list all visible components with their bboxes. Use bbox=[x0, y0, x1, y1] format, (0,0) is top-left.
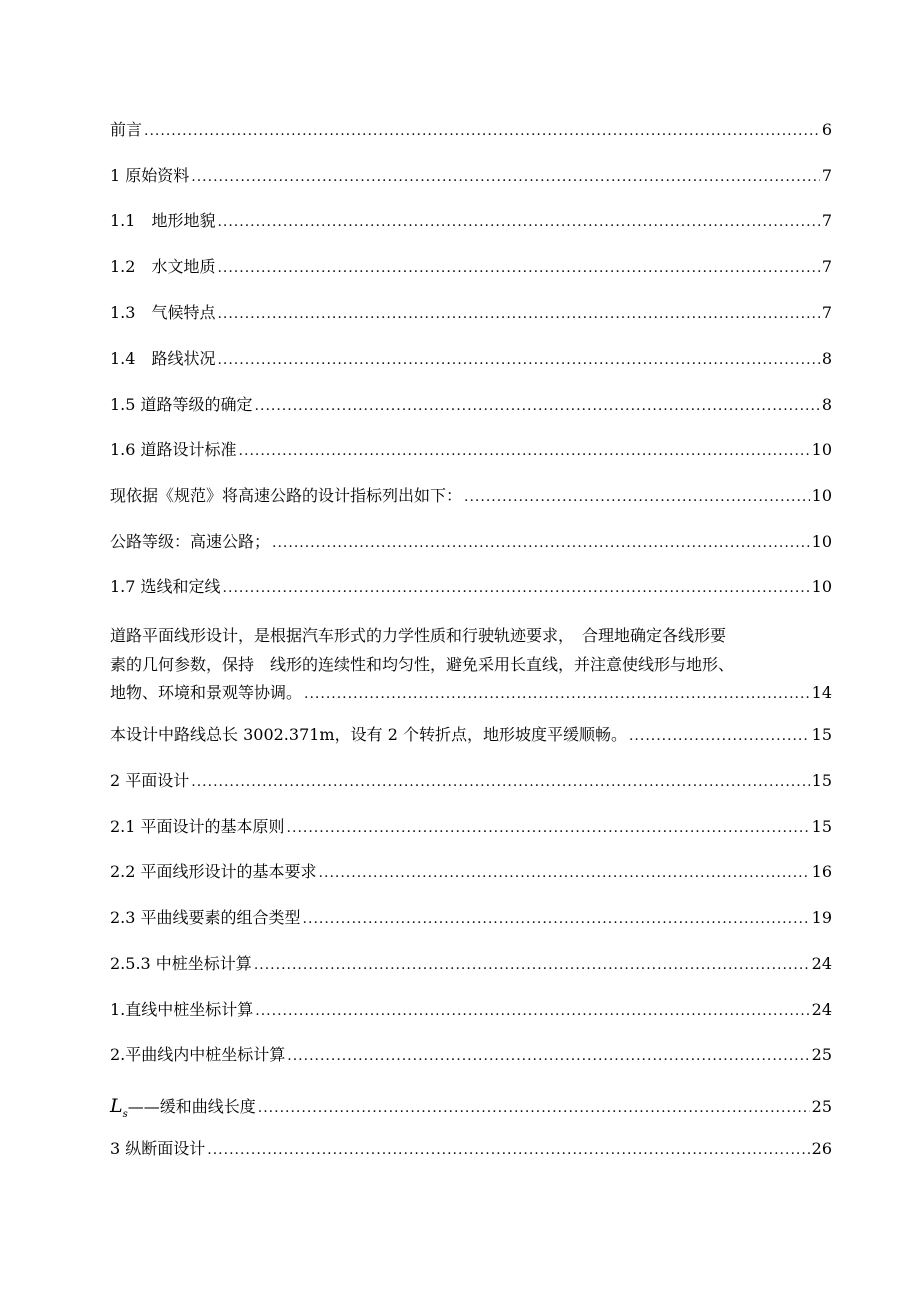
toc-entry-page: 7 bbox=[821, 166, 832, 185]
toc-entry-preface[interactable] bbox=[110, 116, 832, 162]
toc-entry-label: 前言 bbox=[110, 120, 143, 139]
toc-leader-dots bbox=[304, 680, 810, 708]
toc-para-line-2: 素的几何参数，保持 线形的连续性和均匀性，避免采用长直线，并注意使线形与地形、 bbox=[110, 655, 735, 674]
toc-leader-dots bbox=[239, 438, 810, 465]
toc-entry-1-5[interactable] bbox=[110, 391, 832, 436]
toc-leader-dots bbox=[258, 1095, 810, 1122]
toc-entry-2-3[interactable] bbox=[110, 904, 832, 950]
toc-entry-page: 25 bbox=[811, 1045, 832, 1064]
toc-entry-label: 1.2 水文地质 bbox=[110, 257, 216, 276]
toc-entry-label: $L_s——$缓和曲线长度 bbox=[110, 1095, 256, 1120]
toc-entry-page: 7 bbox=[821, 257, 832, 276]
toc-entry-1-3[interactable] bbox=[110, 299, 832, 345]
toc-leader-dots bbox=[287, 815, 810, 842]
toc-leader-dots bbox=[223, 575, 810, 602]
toc-entry-label: 2.5.3 中桩坐标计算 bbox=[110, 954, 252, 973]
toc-leader-dots bbox=[191, 769, 809, 796]
toc-entry-route-length[interactable] bbox=[110, 721, 832, 767]
toc-entry-page: 7 bbox=[821, 211, 832, 230]
toc-leader-dots bbox=[207, 1137, 809, 1164]
toc-entry-page: 6 bbox=[821, 120, 832, 139]
toc-entry-1[interactable] bbox=[110, 162, 832, 207]
toc-leader-dots bbox=[191, 164, 820, 191]
toc-entry-1-2[interactable] bbox=[110, 253, 832, 299]
toc-para-last-line bbox=[110, 679, 832, 708]
toc-entry-page: 15 bbox=[811, 817, 832, 836]
toc-leader-dots bbox=[217, 209, 819, 236]
toc-leader-dots bbox=[255, 998, 809, 1025]
toc-entry-road-grade[interactable] bbox=[110, 528, 832, 573]
toc-leader-dots bbox=[217, 255, 819, 282]
table-of-contents bbox=[110, 116, 832, 1181]
toc-leader-dots bbox=[319, 860, 810, 887]
toc-entry-1-1[interactable] bbox=[110, 207, 832, 253]
toc-entry-page: 15 bbox=[811, 725, 832, 744]
toc-entry-label: 1.5 道路等级的确定 bbox=[110, 395, 253, 414]
toc-entry-page: 14 bbox=[811, 683, 832, 702]
toc-entry-label: 1.直线中桩坐标计算 bbox=[110, 1000, 254, 1019]
toc-entry-page: 10 bbox=[811, 440, 832, 459]
toc-entry-page: 26 bbox=[811, 1139, 832, 1158]
toc-leader-dots bbox=[254, 952, 810, 979]
toc-entry-label: 1.7 选线和定线 bbox=[110, 577, 221, 596]
toc-leader-dots bbox=[287, 1043, 809, 1070]
toc-entry-transition-length[interactable] bbox=[110, 1093, 832, 1135]
toc-leader-dots bbox=[217, 347, 819, 374]
toc-entry-label: 2 平面设计 bbox=[110, 771, 190, 790]
toc-entry-2[interactable] bbox=[110, 767, 832, 813]
toc-entry-page: 10 bbox=[811, 486, 832, 505]
toc-entry-page: 7 bbox=[821, 303, 832, 322]
toc-entry-2-2[interactable] bbox=[110, 858, 832, 904]
toc-entry-straight-stake[interactable] bbox=[110, 996, 832, 1041]
toc-entry-label: 2.1 平面设计的基本原则 bbox=[110, 817, 285, 836]
toc-entry-page: 16 bbox=[811, 862, 832, 881]
toc-leader-dots bbox=[272, 530, 810, 557]
toc-entry-label: 地物、环境和景观等协调。 bbox=[110, 683, 303, 702]
toc-leader-dots bbox=[629, 723, 810, 750]
toc-para-line-1: 道路平面线形设计，是根据汽车形式的力学性质和行驶轨迹要求， 合理地确定各线形要 bbox=[110, 626, 727, 645]
toc-entry-page: 24 bbox=[811, 1000, 832, 1019]
toc-entry-label: 3 纵断面设计 bbox=[110, 1139, 206, 1158]
toc-entry-page: 25 bbox=[811, 1097, 832, 1116]
toc-entry-label: 2.3 平曲线要素的组合类型 bbox=[110, 908, 301, 927]
toc-entry-label: 1.4 路线状况 bbox=[110, 349, 216, 368]
toc-entry-label: 1.1 地形地貌 bbox=[110, 211, 216, 230]
toc-entry-1-6[interactable] bbox=[110, 436, 832, 482]
toc-entry-label: 1.3 气候特点 bbox=[110, 303, 216, 322]
toc-entry-1-7[interactable] bbox=[110, 573, 832, 621]
toc-leader-dots bbox=[464, 484, 810, 511]
toc-entry-label: 2.2 平面线形设计的基本要求 bbox=[110, 862, 317, 881]
toc-entry-page: 10 bbox=[811, 577, 832, 596]
toc-entry-label: 现依据《规范》将高速公路的设计指标列出如下： bbox=[110, 486, 463, 505]
toc-entry-label: 公路等级：高速公路； bbox=[110, 532, 271, 551]
toc-entry-page: 19 bbox=[811, 908, 832, 927]
toc-entry-3[interactable] bbox=[110, 1135, 832, 1181]
toc-entry-page: 8 bbox=[821, 349, 832, 368]
toc-entry-page: 8 bbox=[821, 395, 832, 414]
toc-entry-2-5-3[interactable] bbox=[110, 950, 832, 996]
toc-entry-label: 2.平曲线内中桩坐标计算 bbox=[110, 1045, 286, 1064]
toc-entry-page: 10 bbox=[811, 532, 832, 551]
toc-entry-standards-list[interactable] bbox=[110, 482, 832, 528]
toc-entry-page: 15 bbox=[811, 771, 832, 790]
toc-entry-curve-stake[interactable] bbox=[110, 1041, 832, 1093]
toc-leader-dots bbox=[217, 301, 819, 328]
toc-entry-label: 1 原始资料 bbox=[110, 166, 190, 185]
toc-leader-dots bbox=[303, 906, 810, 933]
toc-entry-1-4[interactable] bbox=[110, 345, 832, 391]
toc-entry-2-1[interactable] bbox=[110, 813, 832, 858]
toc-leader-dots bbox=[144, 118, 820, 145]
toc-entry-label: 本设计中路线总长 3002.371m，设有 2 个转折点，地形坡度平缓顺畅。 bbox=[110, 725, 627, 744]
toc-entry-paragraph[interactable] bbox=[110, 621, 832, 707]
math-symbol-ls: $L_s$ bbox=[110, 1095, 128, 1120]
toc-leader-dots bbox=[255, 393, 820, 420]
toc-entry-page: 24 bbox=[811, 954, 832, 973]
toc-entry-label: 1.6 道路设计标准 bbox=[110, 440, 237, 459]
